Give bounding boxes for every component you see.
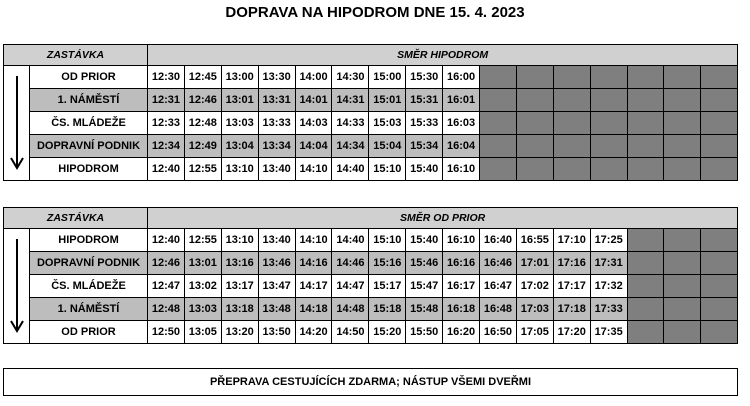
departure-time: 12:34 (148, 135, 185, 158)
departure-time: 15:00 (369, 66, 406, 89)
stop-column-header: ZASTÁVKA (4, 45, 148, 66)
departure-time: 14:20 (295, 321, 332, 344)
stop-name: ČS. MLÁDEŽE (30, 112, 148, 135)
departure-time: 13:17 (221, 275, 258, 298)
stop-name: 1. NÁMĚSTÍ (30, 298, 148, 321)
departure-time: 16:03 (443, 112, 480, 135)
departure-time: 13:40 (258, 229, 295, 252)
departure-time: 14:10 (295, 158, 332, 181)
direction-header: SMĚR HIPODROM (148, 45, 738, 66)
empty-slot (627, 158, 664, 181)
departure-time: 14:10 (295, 229, 332, 252)
departure-time: 15:47 (406, 275, 443, 298)
stop-name: 1. NÁMĚSTÍ (30, 89, 148, 112)
stop-name: DOPRAVNÍ PODNIK (30, 135, 148, 158)
empty-slot (480, 89, 517, 112)
departure-time: 15:10 (369, 229, 406, 252)
empty-slot (664, 158, 701, 181)
departure-time: 17:17 (553, 275, 590, 298)
empty-slot (701, 321, 738, 344)
departure-time: 16:20 (443, 321, 480, 344)
departure-time: 17:32 (590, 275, 627, 298)
departure-time: 14:40 (332, 158, 369, 181)
empty-slot (627, 298, 664, 321)
departure-time: 12:49 (184, 135, 221, 158)
table-row (4, 66, 738, 89)
departure-time: 17:20 (553, 321, 590, 344)
departure-time: 16:48 (480, 298, 517, 321)
departure-time: 13:10 (221, 158, 258, 181)
departure-time: 14:34 (332, 135, 369, 158)
departure-time: 16:18 (443, 298, 480, 321)
empty-slot (553, 89, 590, 112)
departure-time: 15:40 (406, 158, 443, 181)
departure-time: 17:01 (516, 252, 553, 275)
departure-time: 15:40 (406, 229, 443, 252)
departure-time: 15:50 (406, 321, 443, 344)
empty-slot (553, 158, 590, 181)
departure-time: 14:50 (332, 321, 369, 344)
departure-time: 16:10 (443, 158, 480, 181)
empty-slot (627, 252, 664, 275)
departure-time: 13:00 (221, 66, 258, 89)
departure-time: 12:45 (184, 66, 221, 89)
empty-slot (627, 89, 664, 112)
empty-slot (590, 112, 627, 135)
departure-time: 13:30 (258, 66, 295, 89)
stop-column-header: ZASTÁVKA (4, 208, 148, 229)
down-arrow-icon (4, 229, 30, 344)
departure-time: 12:30 (148, 66, 185, 89)
departure-time: 14:33 (332, 112, 369, 135)
stop-name: ČS. MLÁDEŽE (30, 275, 148, 298)
table-row (4, 321, 738, 344)
departure-time: 17:16 (553, 252, 590, 275)
departure-time: 16:10 (443, 229, 480, 252)
departure-time: 15:16 (369, 252, 406, 275)
departure-time: 16:01 (443, 89, 480, 112)
empty-slot (701, 298, 738, 321)
departure-time: 13:18 (221, 298, 258, 321)
departure-time: 13:03 (184, 298, 221, 321)
empty-slot (553, 135, 590, 158)
departure-time: 12:47 (148, 275, 185, 298)
departure-time: 12:55 (184, 229, 221, 252)
empty-slot (553, 112, 590, 135)
table-row (4, 275, 738, 298)
empty-slot (664, 321, 701, 344)
departure-time: 13:05 (184, 321, 221, 344)
empty-slot (627, 321, 664, 344)
down-arrow-icon (4, 66, 30, 181)
departure-time: 15:20 (369, 321, 406, 344)
stop-name: OD PRIOR (30, 321, 148, 344)
departure-time: 13:46 (258, 252, 295, 275)
empty-slot (627, 229, 664, 252)
departure-time: 16:17 (443, 275, 480, 298)
empty-slot (590, 66, 627, 89)
empty-slot (701, 275, 738, 298)
footer-note: PŘEPRAVA CESTUJÍCÍCH ZDARMA; NÁSTUP VŠEMI DVEŘMI (3, 368, 738, 396)
empty-slot (627, 275, 664, 298)
table-row (4, 229, 738, 252)
departure-time: 15:31 (406, 89, 443, 112)
departure-time: 13:02 (184, 275, 221, 298)
departure-time: 14:16 (295, 252, 332, 275)
header-row (4, 208, 738, 229)
departure-time: 15:30 (406, 66, 443, 89)
empty-slot (701, 252, 738, 275)
empty-slot (516, 112, 553, 135)
empty-slot (627, 66, 664, 89)
table-row (4, 158, 738, 181)
empty-slot (664, 229, 701, 252)
departure-time: 12:31 (148, 89, 185, 112)
page-title: DOPRAVA NA HIPODROM DNE 15. 4. 2023 (225, 4, 525, 21)
departure-time: 14:18 (295, 298, 332, 321)
departure-time: 15:17 (369, 275, 406, 298)
departure-time: 17:03 (516, 298, 553, 321)
empty-slot (664, 275, 701, 298)
empty-slot (701, 229, 738, 252)
departure-time: 17:35 (590, 321, 627, 344)
header-row (4, 45, 738, 66)
departure-time: 14:47 (332, 275, 369, 298)
departure-time: 17:25 (590, 229, 627, 252)
departure-time: 12:48 (184, 112, 221, 135)
departure-time: 13:50 (258, 321, 295, 344)
table-row (4, 112, 738, 135)
departure-time: 16:04 (443, 135, 480, 158)
empty-slot (480, 135, 517, 158)
empty-slot (590, 158, 627, 181)
departure-time: 15:46 (406, 252, 443, 275)
departure-time: 12:46 (184, 89, 221, 112)
stop-name: DOPRAVNÍ PODNIK (30, 252, 148, 275)
departure-time: 14:04 (295, 135, 332, 158)
empty-slot (701, 89, 738, 112)
empty-slot (480, 158, 517, 181)
departure-time: 14:01 (295, 89, 332, 112)
empty-slot (701, 112, 738, 135)
departure-time: 17:05 (516, 321, 553, 344)
departure-time: 17:02 (516, 275, 553, 298)
departure-time: 16:40 (480, 229, 517, 252)
departure-time: 12:46 (148, 252, 185, 275)
empty-slot (664, 252, 701, 275)
stop-name: HIPODROM (30, 229, 148, 252)
empty-slot (516, 135, 553, 158)
departure-time: 13:16 (221, 252, 258, 275)
departure-time: 16:16 (443, 252, 480, 275)
departure-time: 14:48 (332, 298, 369, 321)
departure-time: 17:18 (553, 298, 590, 321)
timetable-from-hipodrom (3, 207, 738, 344)
empty-slot (516, 158, 553, 181)
empty-slot (590, 89, 627, 112)
departure-time: 17:31 (590, 252, 627, 275)
table-row (4, 135, 738, 158)
empty-slot (516, 66, 553, 89)
departure-time: 15:10 (369, 158, 406, 181)
departure-time: 14:46 (332, 252, 369, 275)
departure-time: 14:17 (295, 275, 332, 298)
empty-slot (627, 112, 664, 135)
departure-time: 13:40 (258, 158, 295, 181)
empty-slot (590, 135, 627, 158)
empty-slot (627, 135, 664, 158)
departure-time: 15:01 (369, 89, 406, 112)
departure-time: 12:40 (148, 229, 185, 252)
direction-header: SMĚR OD PRIOR (148, 208, 738, 229)
empty-slot (664, 135, 701, 158)
departure-time: 13:04 (221, 135, 258, 158)
departure-time: 15:34 (406, 135, 443, 158)
timetable-to-hipodrom (3, 44, 738, 181)
departure-time: 15:48 (406, 298, 443, 321)
empty-slot (480, 112, 517, 135)
empty-slot (553, 66, 590, 89)
departure-time: 14:31 (332, 89, 369, 112)
departure-time: 15:33 (406, 112, 443, 135)
departure-time: 13:01 (184, 252, 221, 275)
departure-time: 16:50 (480, 321, 517, 344)
empty-slot (664, 298, 701, 321)
departure-time: 13:01 (221, 89, 258, 112)
table-row (4, 252, 738, 275)
departure-time: 16:00 (443, 66, 480, 89)
empty-slot (664, 112, 701, 135)
departure-time: 17:10 (553, 229, 590, 252)
departure-time: 17:33 (590, 298, 627, 321)
departure-time: 12:55 (184, 158, 221, 181)
stop-name: HIPODROM (30, 158, 148, 181)
departure-time: 16:47 (480, 275, 517, 298)
empty-slot (701, 66, 738, 89)
departure-time: 14:00 (295, 66, 332, 89)
departure-time: 12:50 (148, 321, 185, 344)
departure-time: 13:10 (221, 229, 258, 252)
departure-time: 14:03 (295, 112, 332, 135)
departure-time: 13:47 (258, 275, 295, 298)
departure-time: 13:03 (221, 112, 258, 135)
stop-name: OD PRIOR (30, 66, 148, 89)
departure-time: 13:20 (221, 321, 258, 344)
departure-time: 15:04 (369, 135, 406, 158)
departure-time: 13:34 (258, 135, 295, 158)
empty-slot (664, 89, 701, 112)
empty-slot (701, 135, 738, 158)
departure-time: 13:33 (258, 112, 295, 135)
empty-slot (664, 66, 701, 89)
table-row (4, 89, 738, 112)
departure-time: 12:48 (148, 298, 185, 321)
departure-time: 13:48 (258, 298, 295, 321)
departure-time: 14:40 (332, 229, 369, 252)
departure-time: 16:55 (516, 229, 553, 252)
empty-slot (480, 66, 517, 89)
departure-time: 12:33 (148, 112, 185, 135)
departure-time: 13:31 (258, 89, 295, 112)
departure-time: 16:46 (480, 252, 517, 275)
empty-slot (701, 158, 738, 181)
empty-slot (516, 89, 553, 112)
departure-time: 15:18 (369, 298, 406, 321)
departure-time: 14:30 (332, 66, 369, 89)
departure-time: 12:40 (148, 158, 185, 181)
departure-time: 15:03 (369, 112, 406, 135)
table-row (4, 298, 738, 321)
